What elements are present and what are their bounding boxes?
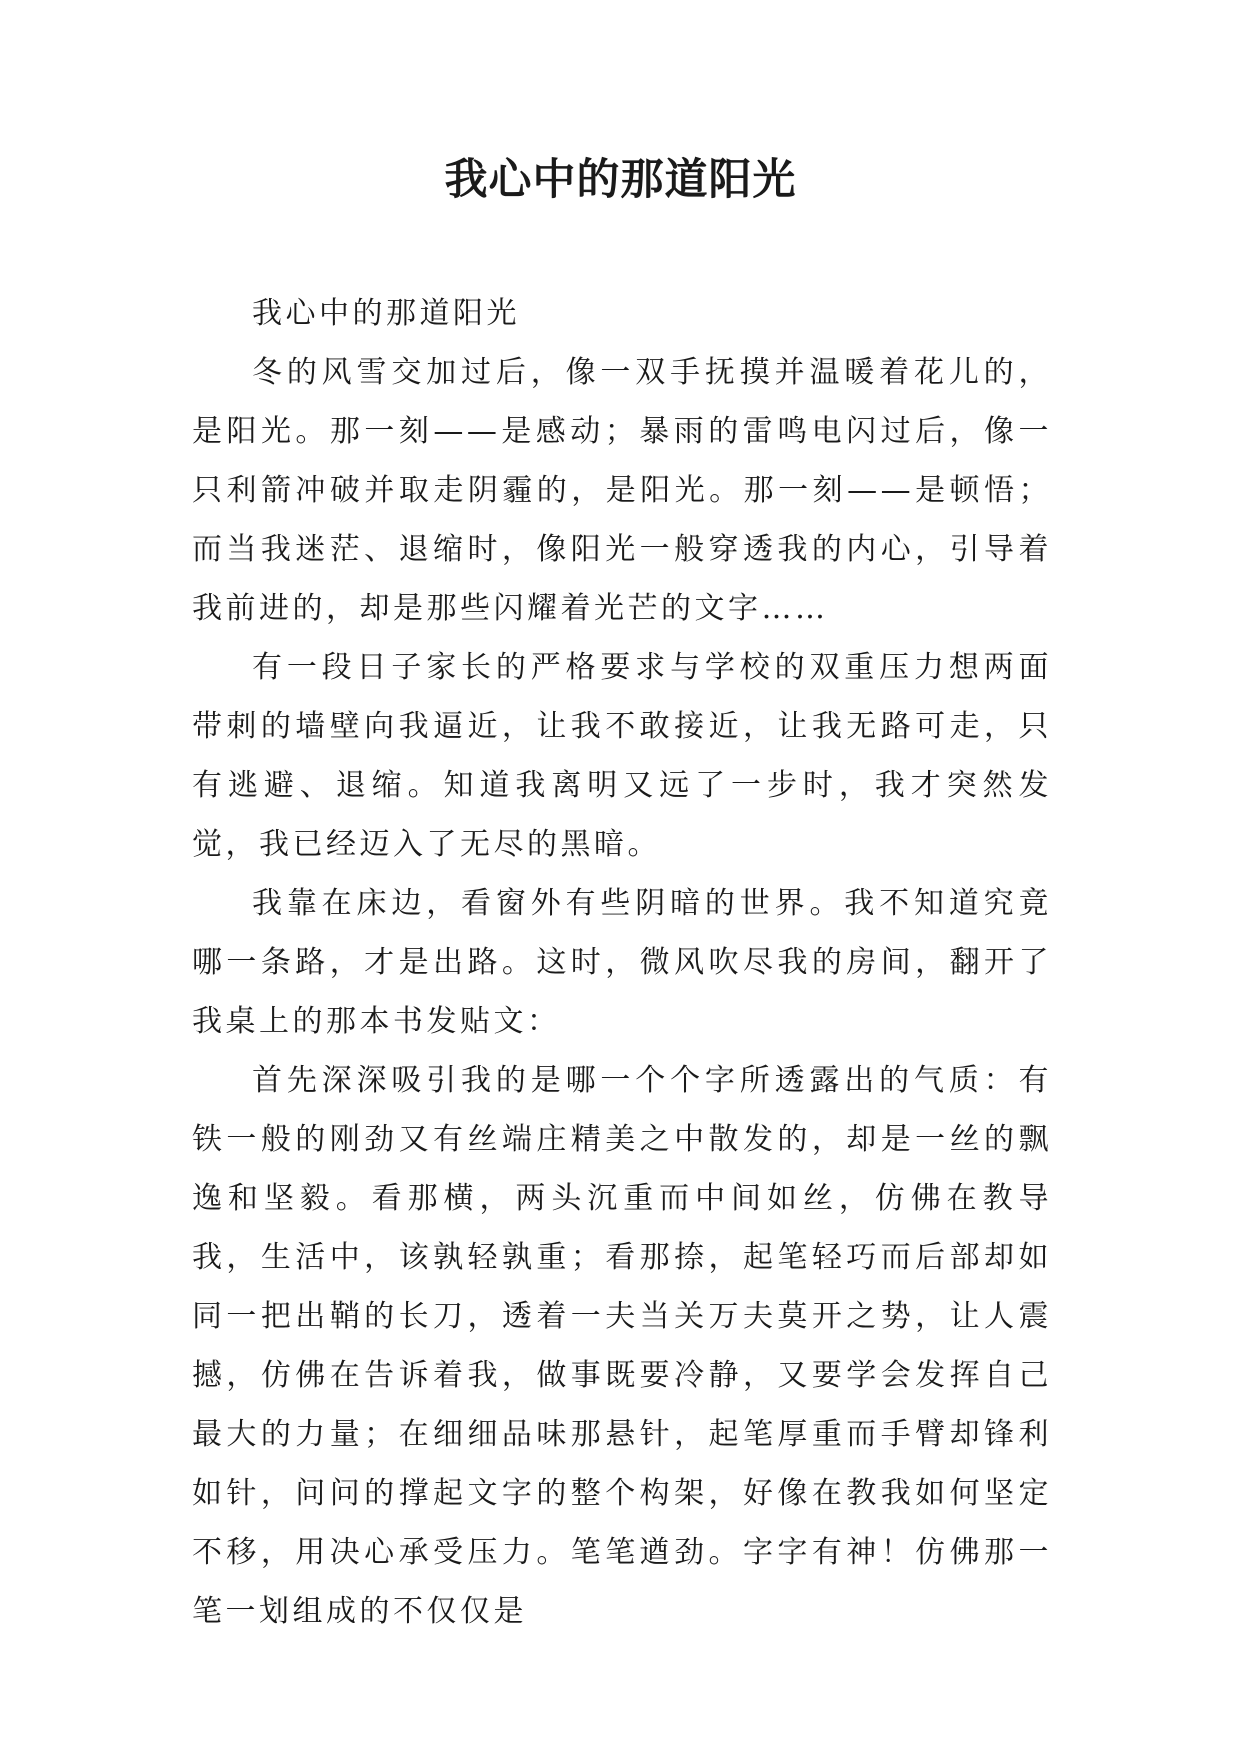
document-body — [192, 284, 1052, 1641]
paragraph: 我靠在床边，看窗外有些阴暗的世界。我不知道究竟哪一条路，才是出路。这时，微风吹尽我的房间，翻开了我桌上的那本书发贴文： — [192, 886, 1052, 1039]
paragraph: 首先深深吸引我的是哪一个个字所透露出的气质：有铁一般的刚劲又有丝端庄精美之中散发的，却是一丝的飘逸和坚毅。看那横，两头沉重而中间如丝，仿佛在教导我，生活中，该孰轻孰重；看那捺，起笔轻巧而后部却如同一把出鞘的长刀，透着一夫当关万夫莫开之势，让人震撼，仿佛在告诉着我，做事既要冷静，又要学会发挥自己最大的力量；在细细品味那悬针，起笔厚重而手臂却锋利如针，问问的撑起文字的整个构架，好像在教我如何坚定不移，用决心承受压力。笔笔遒劲。字字有神！仿佛那一笔一划组成的不仅仅是 — [192, 1063, 1052, 1629]
document-title: 我心中的那道阳光 — [444, 155, 797, 205]
paragraph: 冬的风雪交加过后，像一双手抚摸并温暖着花儿的，是阳光。那一刻——是感动；暴雨的雷鸣电闪过后，像一只利箭冲破并取走阴霾的，是阳光。那一刻——是顿悟；而当我迷茫、退缩时，像阳光一般穿透我的内心，引导着我前进的，却是那些闪耀着光芒的文字…… — [192, 355, 1052, 626]
paragraph: 有一段日子家长的严格要求与学校的双重压力想两面带刺的墙壁向我逼近，让我不敢接近，让我无路可走，只有逃避、退缩。知道我离明又远了一步时，我才突然发觉，我已经迈入了无尽的黑暗。 — [192, 650, 1052, 862]
paragraph-subtitle: 我心中的那道阳光 — [252, 296, 520, 331]
